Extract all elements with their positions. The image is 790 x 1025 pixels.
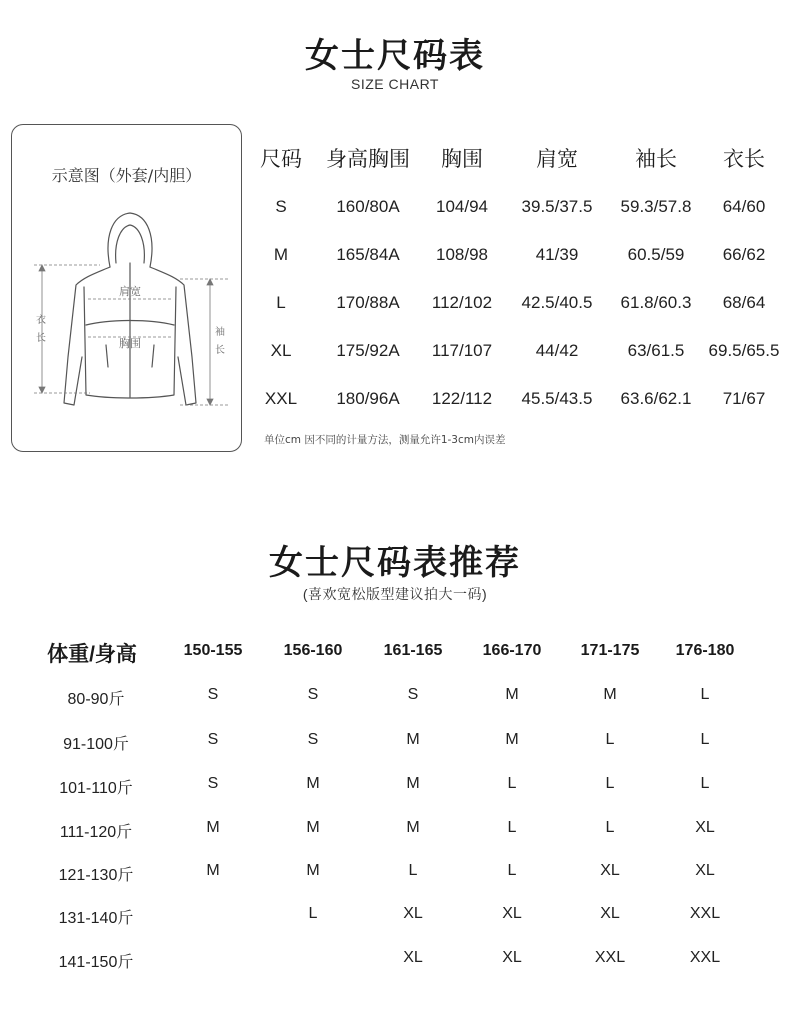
recommend-cell-r1-c0: S xyxy=(207,731,219,748)
size-cell-r1-c4: 60.5/59 xyxy=(627,245,685,264)
size-cell-r1-c0: M xyxy=(273,245,289,264)
size-cell-r2-c2: 112/102 xyxy=(431,293,493,312)
weight-row-label-6: 141-150斤 xyxy=(58,954,134,971)
recommend-cell-r2-c0: S xyxy=(207,775,219,792)
recommend-cell-r5-c4: XL xyxy=(600,905,620,922)
size-cell-r0-c0: S xyxy=(275,197,287,216)
weight-row-label-0: 80-90斤 xyxy=(67,691,125,708)
recommend-cell-r3-c1: M xyxy=(306,819,320,836)
recommend-cell-r2-c5: L xyxy=(700,775,710,792)
recommend-cell-r0-c2: S xyxy=(407,686,419,703)
size-cell-r0-c4: 59.3/57.8 xyxy=(620,197,692,216)
size-chart-subtitle: SIZE CHART xyxy=(351,76,439,92)
size-cell-r1-c2: 108/98 xyxy=(436,245,488,264)
size-cell-r2-c5: 68/64 xyxy=(722,293,766,312)
recommend-cell-r2-c3: L xyxy=(507,775,517,792)
sleeve-label-2: 长 xyxy=(215,345,225,356)
recommend-cell-r1-c1: S xyxy=(307,731,319,748)
size-cell-r4-c4: 63.6/62.1 xyxy=(620,389,692,408)
size-cell-r3-c0: XL xyxy=(270,341,292,360)
recommend-cell-r6-c4: XXL xyxy=(594,949,626,966)
weight-height-corner: 体重/身高 xyxy=(47,643,137,666)
size-header-2: 胸围 xyxy=(441,148,483,171)
recommend-cell-r4-c3: L xyxy=(507,862,517,879)
size-chart-title: 女士尺码表 xyxy=(305,36,485,76)
jacket-illustration xyxy=(30,207,230,417)
recommend-cell-r3-c3: L xyxy=(507,819,517,836)
measurement-note: 单位cm 因不同的计量方法，测量允许1-3cm内误差 xyxy=(264,434,506,446)
size-cell-r4-c5: 71/67 xyxy=(722,389,766,408)
jacket-diagram-panel xyxy=(11,124,242,452)
recommend-cell-r4-c5: XL xyxy=(695,862,715,879)
recommend-cell-r2-c4: L xyxy=(605,775,615,792)
length-label-1: 衣 xyxy=(36,315,46,326)
recommend-cell-r0-c5: L xyxy=(700,686,710,703)
size-cell-r3-c4: 63/61.5 xyxy=(627,341,685,360)
recommend-cell-r3-c5: XL xyxy=(695,819,715,836)
size-header-0: 尺码 xyxy=(260,148,302,171)
recommend-cell-r0-c4: M xyxy=(603,686,617,703)
recommend-cell-r5-c3: XL xyxy=(502,905,522,922)
size-cell-r3-c2: 117/107 xyxy=(431,341,493,360)
recommend-cell-r5-c2: XL xyxy=(403,905,423,922)
recommend-cell-r3-c2: M xyxy=(406,819,420,836)
recommend-cell-r6-c3: XL xyxy=(502,949,522,966)
height-header-5: 176-180 xyxy=(675,642,735,659)
recommend-cell-r5-c1: L xyxy=(308,905,318,922)
size-cell-r0-c3: 39.5/37.5 xyxy=(521,197,593,216)
recommend-cell-r5-c5: XXL xyxy=(689,905,721,922)
size-cell-r0-c5: 64/60 xyxy=(722,197,766,216)
recommend-cell-r0-c3: M xyxy=(505,686,519,703)
size-cell-r0-c1: 160/80A xyxy=(336,197,400,216)
length-label-2: 长 xyxy=(36,333,46,344)
recommend-cell-r3-c4: L xyxy=(605,819,615,836)
recommend-cell-r1-c3: M xyxy=(505,731,519,748)
size-cell-r2-c0: L xyxy=(276,293,286,312)
size-header-3: 肩宽 xyxy=(536,148,578,171)
shoulder-label: 肩宽 xyxy=(119,285,141,298)
recommend-cell-r3-c0: M xyxy=(206,819,220,836)
height-header-1: 156-160 xyxy=(283,642,343,659)
recommend-cell-r0-c0: S xyxy=(207,686,219,703)
height-header-3: 166-170 xyxy=(482,642,542,659)
weight-row-label-4: 121-130斤 xyxy=(58,867,134,884)
recommend-cell-r0-c1: S xyxy=(307,686,319,703)
recommend-cell-r1-c2: M xyxy=(406,731,420,748)
recommendation-subtitle: (喜欢宽松版型建议拍大一码) xyxy=(302,586,488,602)
size-cell-r2-c1: 170/88A xyxy=(336,293,400,312)
height-header-0: 150-155 xyxy=(183,642,243,659)
diagram-caption: 示意图（外套/内胆） xyxy=(51,166,202,185)
weight-row-label-3: 111-120斤 xyxy=(59,824,133,841)
recommend-cell-r2-c2: M xyxy=(406,775,420,792)
weight-row-label-5: 131-140斤 xyxy=(58,910,134,927)
recommend-cell-r4-c2: L xyxy=(408,862,418,879)
size-header-1: 身高胸围 xyxy=(326,148,410,171)
sleeve-label-1: 袖 xyxy=(215,327,225,338)
height-header-4: 171-175 xyxy=(580,642,640,659)
size-cell-r4-c3: 45.5/43.5 xyxy=(521,389,593,408)
size-header-5: 衣长 xyxy=(723,148,765,171)
recommendation-title: 女士尺码表推荐 xyxy=(269,543,521,583)
recommend-cell-r2-c1: M xyxy=(306,775,320,792)
size-cell-r4-c0: XXL xyxy=(264,389,298,408)
height-header-2: 161-165 xyxy=(383,642,443,659)
size-cell-r1-c1: 165/84A xyxy=(336,245,400,264)
size-cell-r4-c1: 180/96A xyxy=(336,389,400,408)
size-header-4: 袖长 xyxy=(635,148,677,171)
weight-row-label-2: 101-110斤 xyxy=(59,780,133,797)
size-cell-r2-c3: 42.5/40.5 xyxy=(521,293,593,312)
size-cell-r2-c4: 61.8/60.3 xyxy=(620,293,692,312)
recommend-cell-r4-c4: XL xyxy=(600,862,620,879)
size-cell-r3-c1: 175/92A xyxy=(336,341,400,360)
size-cell-r3-c3: 44/42 xyxy=(535,341,579,360)
recommend-cell-r1-c4: L xyxy=(605,731,615,748)
size-cell-r4-c2: 122/112 xyxy=(431,389,493,408)
recommend-cell-r6-c5: XXL xyxy=(689,949,721,966)
recommend-cell-r4-c0: M xyxy=(206,862,220,879)
size-cell-r3-c5: 69.5/65.5 xyxy=(708,341,780,360)
weight-row-label-1: 91-100斤 xyxy=(63,736,129,753)
size-cell-r1-c5: 66/62 xyxy=(722,245,766,264)
recommend-cell-r1-c5: L xyxy=(700,731,710,748)
recommend-cell-r4-c1: M xyxy=(306,862,320,879)
recommend-cell-r6-c2: XL xyxy=(403,949,423,966)
size-cell-r0-c2: 104/94 xyxy=(436,197,488,216)
size-cell-r1-c3: 41/39 xyxy=(535,245,579,264)
chest-label: 胸围 xyxy=(119,337,141,350)
